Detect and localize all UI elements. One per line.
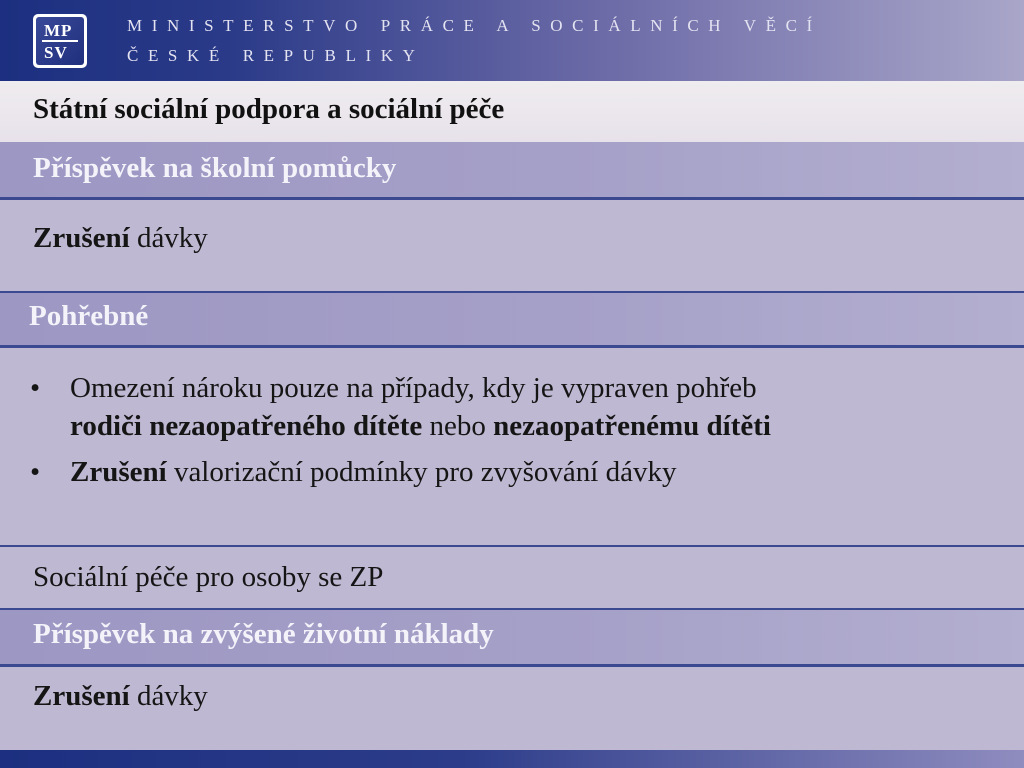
logo-text-bottom: SV	[44, 43, 68, 62]
section-subheading: Sociální péče pro osoby se ZP	[33, 561, 384, 593]
header	[0, 0, 1024, 81]
section-heading: Příspěvek na zvýšené životní náklady	[33, 618, 494, 650]
slide-title-band	[0, 81, 1024, 142]
section-heading-band	[0, 142, 1024, 200]
bullet-icon: •	[30, 456, 41, 488]
section-heading-band	[0, 293, 1024, 348]
divider	[0, 545, 1024, 547]
slide: MP SV MINISTERSTVO PRÁCE A SOCIÁLNÍCH VĚCÍ ČESKÉ REPUBLIKY Státní sociální podpora a sociální péče Příspěvek na školní pomůcky Zrušení dávky Pohřebné • Omezení nároku pouze na případy, kdy je vypraven pohřeb rodiči nezaopatřeného dítěte nebo nezaopatřenému dítěti • Zrušení valorizační podmínky pro zvyšování dávky Sociální péče pro osoby se ZP Příspěvek na zvýšené životní náklady Zrušení dávky	[0, 0, 1024, 768]
section-content: Zrušení dávky	[33, 222, 208, 254]
mpsv-logo	[33, 14, 87, 68]
ministry-country: ČESKÉ REPUBLIKY	[127, 46, 425, 65]
bullet-icon: •	[30, 372, 41, 404]
section-content: Zrušení dávky	[33, 680, 208, 712]
section-heading: Pohřebné	[29, 300, 149, 332]
footer-bar	[0, 750, 1024, 768]
logo-text-top: MP	[44, 21, 73, 40]
section-heading: Příspěvek na školní pomůcky	[33, 152, 397, 184]
slide-title: Státní sociální podpora a sociální péče	[33, 93, 505, 125]
ministry-name: MINISTERSTVO PRÁCE A SOCIÁLNÍCH VĚCÍ	[127, 16, 822, 35]
section-heading-band	[0, 610, 1024, 667]
